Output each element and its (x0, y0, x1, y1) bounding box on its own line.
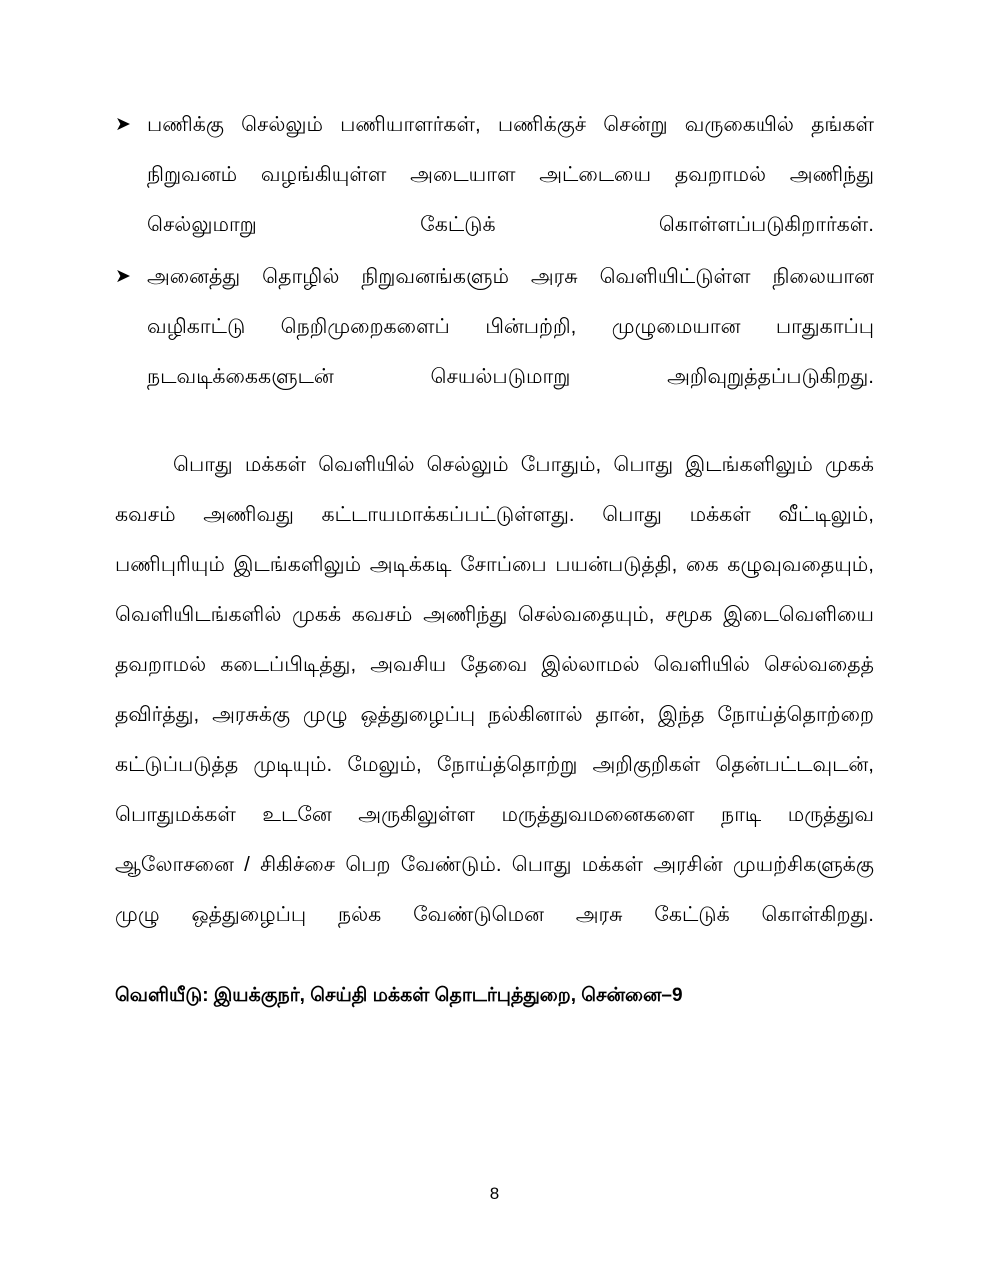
arrow-bullet-icon: ➤ (115, 114, 131, 135)
bullet-paragraph: பணிக்கு செல்லும் பணியாளர்கள், பணிக்குச் சென்று வருகையில் தங்கள் நிறுவனம் வழங்கியுள்ள அடையாள அட்டையை தவறாமல் அணிந்து செல்லுமாறு கேட்டுக் கொள்ளப்படுகிறார்கள். (147, 113, 874, 236)
arrow-bullet-icon: ➤ (115, 266, 131, 287)
list-item (115, 252, 874, 402)
bullet-list (115, 100, 874, 402)
release-line: வெளியீடு: இயக்குநர், செய்தி மக்கள் தொடர்புத்துறை, சென்னை–9 (115, 985, 683, 1006)
body-paragraph: பொது மக்கள் வெளியில் செல்லும் போதும், பொது இடங்களிலும் முகக் கவசம் அணிவது கட்டாயமாக்கப்பட்டுள்ளது. பொது மக்கள் வீட்டிலும், பணிபுரியும் இடங்களிலும் அடிக்கடி சோப்பை பயன்படுத்தி, கை கழுவுவதையும், வெளியிடங்களில் முகக் கவசம் அணிந்து செல்வதையும், சமூக இடைவெளியை தவறாமல் கடைப்பிடித்து, அவசிய தேவை இல்லாமல் வெளியில் செல்வதைத் தவிர்த்து, அரசுக்கு முழு ஒத்துழைப்பு நல்கினால் தான், இந்த நோய்த்தொற்றை கட்டுப்படுத்த முடியும். மேலும், நோய்த்தொற்று அறிகுறிகள் தென்பட்டவுடன், பொதுமக்கள் உடனே அருகிலுள்ள மருத்துவமனைகளை நாடி மருத்துவ ஆலோசனை / சிகிச்சை பெற வேண்டும். பொது மக்கள் அரசின் முயற்சிகளுக்கு முழு ஒத்துழைப்பு நல்க வேண்டுமென அரசு கேட்டுக் கொள்கிறது. (115, 453, 874, 926)
page-number: 8 (489, 1184, 500, 1203)
list-item (115, 100, 874, 250)
bullet-paragraph: அனைத்து தொழில் நிறுவனங்களும் அரசு வெளியிட்டுள்ள நிலையான வழிகாட்டு நெறிமுறைகளைப் பின்பற்றி, முழுமையான பாதுகாப்பு நடவடிக்கைகளுடன் செயல்படுமாறு அறிவுறுத்தப்படுகிறது. (147, 265, 874, 388)
